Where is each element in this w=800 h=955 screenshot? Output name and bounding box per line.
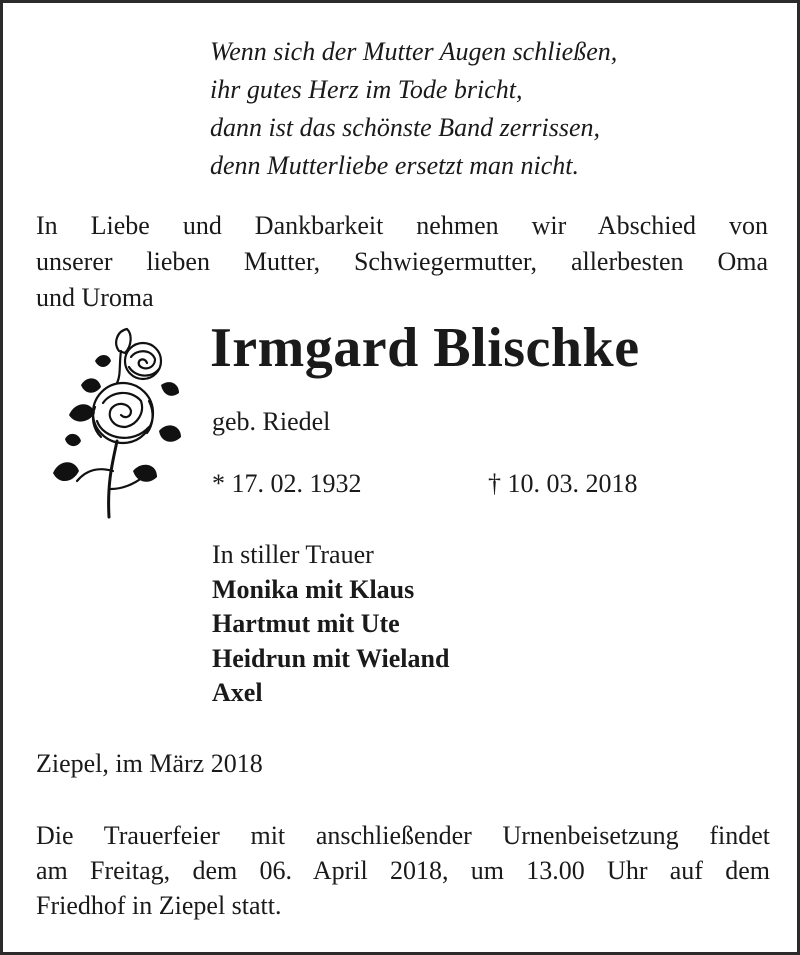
poem-line: Wenn sich der Mutter Augen schließen, [210,37,618,66]
intro-line: In Liebe und Dankbarkeit nehmen wir Abschied von [36,211,768,240]
rose-icon [47,321,187,521]
poem-line: denn Mutterliebe ersetzt man nicht. [210,151,579,180]
poem-line: dann ist das schönste Band zerrissen, [210,113,600,142]
intro-line: und Uroma [36,283,154,312]
memorial-poem [210,33,617,185]
maiden-name: geb. Riedel [212,407,331,436]
funeral-line: Friedhof in Ziepel statt. [36,891,282,920]
mourner-name: Hartmut mit Ute [212,609,400,638]
funeral-line: am Freitag, dem 06. April 2018, um 13.00 Uhr auf dem [36,856,770,885]
mourner-name: Axel [212,678,263,707]
farewell-intro [36,208,768,316]
birth-date: * 17. 02. 1932 [212,469,362,498]
death-date: † 10. 03. 2018 [488,469,638,498]
mourning-heading: In stiller Trauer [212,540,374,569]
funeral-details [36,818,770,923]
intro-line: unserer lieben Mutter, Schwiegermutter, allerbesten Oma [36,247,768,276]
poem-line: ihr gutes Herz im Tode bricht, [210,75,523,104]
mourner-name: Monika mit Klaus [212,574,415,604]
place-and-date: Ziepel, im März 2018 [36,749,263,778]
funeral-line: Die Trauerfeier mit anschließender Urnenbeisetzung findet [36,821,770,850]
mourner-name: Heidrun mit Wieland [212,643,450,673]
mourners-block [212,538,449,711]
deceased-name: Irmgard Blischke [210,317,640,379]
